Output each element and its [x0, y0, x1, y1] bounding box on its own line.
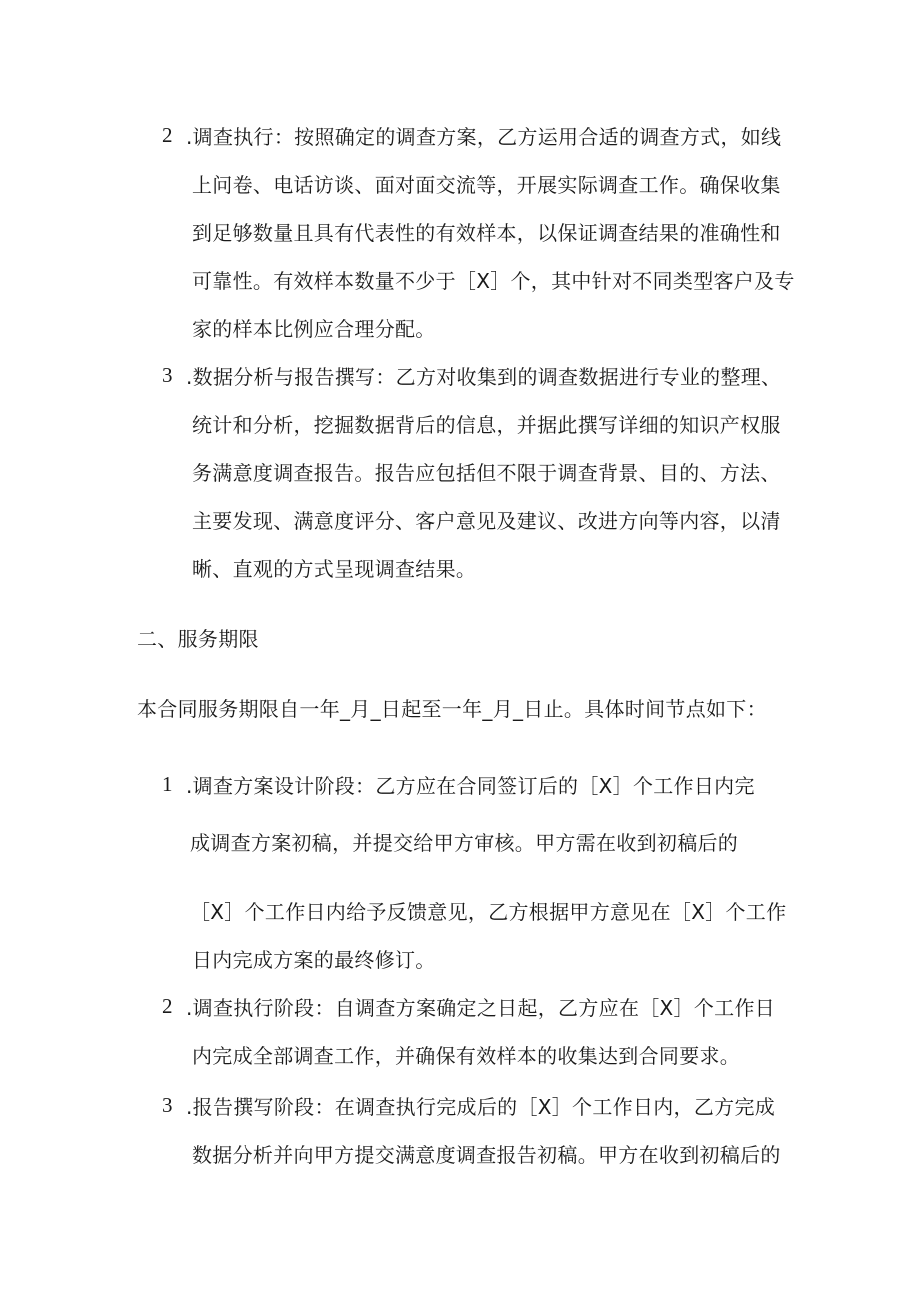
paragraph-line: 主要发现、满意度评分、客户意见及建议、改进方向等内容，以清 [192, 509, 781, 533]
paragraph-line: ［X］个工作日内给予反馈意见，乙方根据甲方意见在［X］个工作 [190, 900, 787, 924]
paragraph-line: 统计和分析，挖掘数据背后的信息，并据此撰写详细的知识产权服 [192, 413, 781, 437]
paragraph-line: 可靠性。有效样本数量不少于［X］个，其中针对不同类型客户及专 [192, 269, 795, 293]
list-number: 3 [162, 363, 173, 387]
paragraph-line: 晰、直观的方式呈现调查结果。 [192, 557, 477, 581]
list-number: 3 [162, 1093, 173, 1117]
paragraph-line: 务满意度调查报告。报告应包括但不限于调查背景、目的、方法、 [192, 461, 781, 485]
list-number: 2 [162, 123, 173, 147]
section-heading: 二、服务期限 [137, 627, 259, 651]
intro-paragraph: 本合同服务期限自一年_月_日起至一年_月_日止。具体时间节点如下： [137, 697, 767, 721]
paragraph-line: .调查执行：按照确定的调查方案，乙方运用合适的调查方式，如线 [186, 125, 782, 149]
paragraph-line: .数据分析与报告撰写：乙方对收集到的调查数据进行专业的整理、 [186, 365, 782, 389]
paragraph-line: .报告撰写阶段：在调查执行完成后的［X］个工作日内，乙方完成 [186, 1095, 776, 1119]
paragraph-line: 成调查方案初稿，并提交给甲方审核。甲方需在收到初稿后的 [190, 831, 739, 855]
paragraph-line: 数据分析并向甲方提交满意度调查报告初稿。甲方在收到初稿后的 [192, 1143, 781, 1167]
paragraph-line: 到足够数量且具有代表性的有效样本，以保证调查结果的准确性和 [192, 221, 781, 245]
paragraph-line: 家的样本比例应合理分配。 [192, 317, 436, 341]
paragraph-line: .调查执行阶段：自调查方案确定之日起，乙方应在［X］个工作日 [186, 996, 776, 1020]
list-number: 2 [162, 994, 173, 1018]
paragraph-line: .调查方案设计阶段：乙方应在合同签订后的［X］个工作日内完 [186, 774, 755, 798]
paragraph-line: 上问卷、电话访谈、面对面交流等，开展实际调查工作。确保收集 [192, 173, 781, 197]
list-number: 1 [162, 772, 173, 796]
paragraph-line: 日内完成方案的最终修订。 [192, 948, 436, 972]
paragraph-line: 内完成全部调查工作，并确保有效样本的收集达到合同要求。 [192, 1044, 741, 1068]
